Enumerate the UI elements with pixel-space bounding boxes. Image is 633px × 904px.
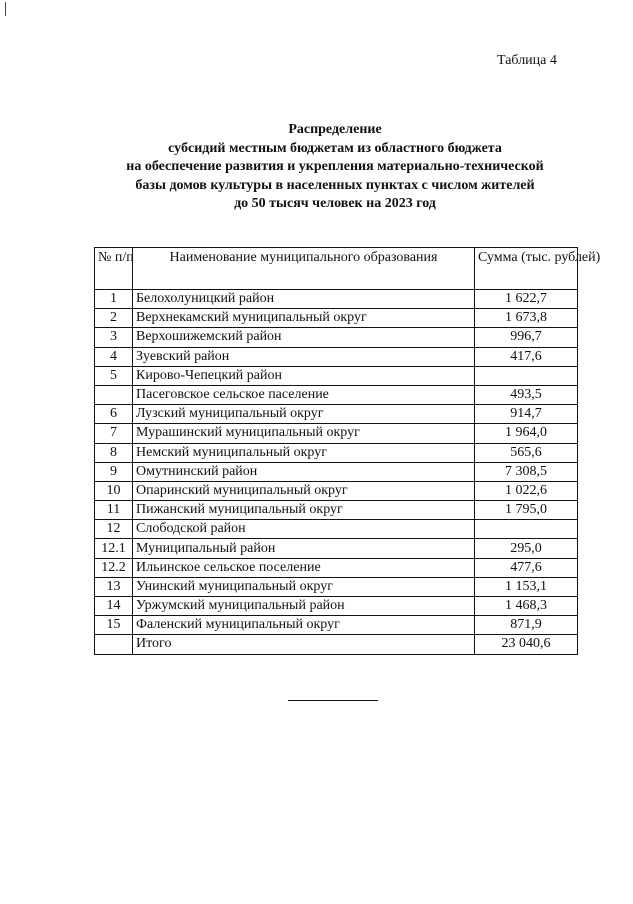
- row-number: [95, 635, 133, 654]
- row-name: Омутнинский район: [133, 462, 475, 481]
- table-row: [95, 405, 578, 424]
- row-sum: 417,6: [475, 347, 578, 366]
- row-sum: [475, 520, 578, 539]
- table-row: [95, 290, 578, 309]
- row-name: Фаленский муниципальный округ: [133, 616, 475, 635]
- row-name: Зуевский район: [133, 347, 475, 366]
- table-row: [95, 481, 578, 500]
- table-row: [95, 597, 578, 616]
- row-name: Мурашинский муниципальный округ: [133, 424, 475, 443]
- title-line: до 50 тысяч человек на 2023 год: [234, 196, 436, 211]
- row-sum: 871,9: [475, 616, 578, 635]
- row-number: 14: [95, 597, 133, 616]
- row-name: Кирово-Чепецкий район: [133, 366, 475, 385]
- table-row: [95, 328, 578, 347]
- row-sum: 996,7: [475, 328, 578, 347]
- header-sum: Сумма (тыс. рублей): [475, 248, 578, 290]
- row-name: Лузский муниципальный округ: [133, 405, 475, 424]
- table-row: [95, 462, 578, 481]
- row-name: Итого: [133, 635, 475, 654]
- total-row: [95, 635, 578, 654]
- row-sum: 1 153,1: [475, 577, 578, 596]
- row-number: 7: [95, 424, 133, 443]
- row-sum: 1 022,6: [475, 481, 578, 500]
- title-line: субсидий местным бюджетам из областного бюджета: [168, 140, 502, 156]
- row-number: 3: [95, 328, 133, 347]
- row-number: 12.1: [95, 539, 133, 558]
- row-number: [95, 385, 133, 404]
- row-number: 6: [95, 405, 133, 424]
- table-row: [95, 443, 578, 462]
- header-name: Наименование муниципального образования: [133, 248, 475, 290]
- row-number: 5: [95, 366, 133, 385]
- row-sum: 565,6: [475, 443, 578, 462]
- scan-artifact: [5, 2, 6, 16]
- subsidy-table: [94, 247, 601, 655]
- row-name: Слободской район: [133, 520, 475, 539]
- row-number: 8: [95, 443, 133, 462]
- row-number: 15: [95, 616, 133, 635]
- table-row: [95, 520, 578, 539]
- row-number: 11: [95, 501, 133, 520]
- row-sum: 1 468,3: [475, 597, 578, 616]
- row-number: 12: [95, 520, 133, 539]
- row-number: 2: [95, 309, 133, 328]
- row-sum: 1 622,7: [475, 290, 578, 309]
- table-row: [95, 309, 578, 328]
- row-sum: 7 308,5: [475, 462, 578, 481]
- table-row: [95, 385, 578, 404]
- row-sum: 1 795,0: [475, 501, 578, 520]
- row-name: Муниципальный район: [133, 539, 475, 558]
- table-row: [95, 366, 578, 385]
- row-number: 12.2: [95, 558, 133, 577]
- row-name: Унинский муниципальный округ: [133, 577, 475, 596]
- title-line: Распределение: [288, 122, 382, 137]
- row-name: Пижанский муниципальный округ: [133, 501, 475, 520]
- row-number: 4: [95, 347, 133, 366]
- table-row: [95, 347, 578, 366]
- row-name: Верхнекамский муниципальный округ: [133, 309, 475, 328]
- title-line: на обеспечение развития и укрепления материально-технической: [126, 159, 544, 174]
- table-row: [95, 616, 578, 635]
- table-row: [95, 558, 578, 577]
- header-num: № п/п: [95, 248, 133, 290]
- row-name: Уржумский муниципальный район: [133, 597, 475, 616]
- table-label: Таблица 4: [497, 53, 557, 68]
- row-name: Опаринский муниципальный округ: [133, 481, 475, 500]
- title-line: базы домов культуры в населенных пунктах с числом жителей: [135, 177, 535, 193]
- table-body: [95, 290, 578, 655]
- divider-line: [288, 700, 378, 701]
- table-header-row: [95, 248, 578, 290]
- document-title: [70, 121, 600, 214]
- row-sum: 23 040,6: [475, 635, 578, 654]
- row-number: 13: [95, 577, 133, 596]
- table-row: [95, 577, 578, 596]
- row-name: Пасеговское сельское паселение: [133, 385, 475, 404]
- row-name: Немский муниципальный округ: [133, 443, 475, 462]
- row-sum: 295,0: [475, 539, 578, 558]
- row-sum: [475, 366, 578, 385]
- table-row: [95, 501, 578, 520]
- row-name: Ильинское сельское поселение: [133, 558, 475, 577]
- row-number: 9: [95, 462, 133, 481]
- row-number: 1: [95, 290, 133, 309]
- table-row: [95, 424, 578, 443]
- row-sum: 493,5: [475, 385, 578, 404]
- row-name: Белохолуницкий район: [133, 290, 475, 309]
- row-sum: 477,6: [475, 558, 578, 577]
- row-sum: 1 673,8: [475, 309, 578, 328]
- table-row: [95, 539, 578, 558]
- row-sum: 1 964,0: [475, 424, 578, 443]
- row-name: Верхошижемский район: [133, 328, 475, 347]
- row-number: 10: [95, 481, 133, 500]
- row-sum: 914,7: [475, 405, 578, 424]
